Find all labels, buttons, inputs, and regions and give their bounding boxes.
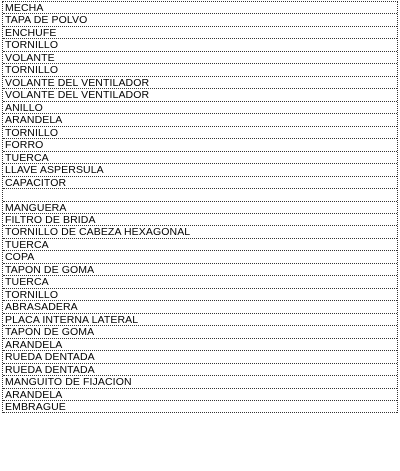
list-item: MANGUERA: [3, 202, 397, 214]
list-item: COPA: [3, 251, 397, 263]
list-item: VOLANTE: [3, 52, 397, 64]
list-item: CAPACITOR: [3, 177, 397, 189]
list-item: TORNILLO: [3, 127, 397, 139]
list-item: MECHA: [3, 2, 397, 14]
list-item: LLAVE ASPERSULA: [3, 164, 397, 176]
list-item: [3, 189, 397, 201]
list-item: TUERCA: [3, 276, 397, 288]
list-item: TUERCA: [3, 152, 397, 164]
list-item: TUERCA: [3, 239, 397, 251]
list-item: TAPON DE GOMA: [3, 264, 397, 276]
list-item: ENCHUFE: [3, 27, 397, 39]
list-item: FORRO: [3, 139, 397, 151]
list-item: TORNILLO: [3, 64, 397, 76]
list-item: RUEDA DENTADA: [3, 364, 397, 376]
list-item: PLACA INTERNA LATERAL: [3, 314, 397, 326]
list-item: EMBRAGUE: [3, 401, 397, 413]
list-item: ARANDELA: [3, 389, 397, 401]
list-item: ANILLO: [3, 102, 397, 114]
list-item: TORNILLO: [3, 39, 397, 51]
list-item: ABRASADERA: [3, 301, 397, 313]
list-item: VOLANTE DEL VENTILADOR: [3, 89, 397, 101]
list-item: TORNILLO DE CABEZA HEXAGONAL: [3, 226, 397, 238]
list-item: TAPON DE GOMA: [3, 326, 397, 338]
list-item: ARANDELA: [3, 114, 397, 126]
list-item: TAPA DE POLVO: [3, 14, 397, 26]
parts-list: [2, 1, 398, 413]
list-item: MANGUITO DE FIJACION: [3, 376, 397, 388]
list-item: ARANDELA: [3, 339, 397, 351]
list-item: FILTRO DE BRIDA: [3, 214, 397, 226]
list-item: TORNILLO: [3, 289, 397, 301]
list-item: RUEDA DENTADA: [3, 351, 397, 363]
list-item: VOLANTE DEL VENTILADOR: [3, 77, 397, 89]
